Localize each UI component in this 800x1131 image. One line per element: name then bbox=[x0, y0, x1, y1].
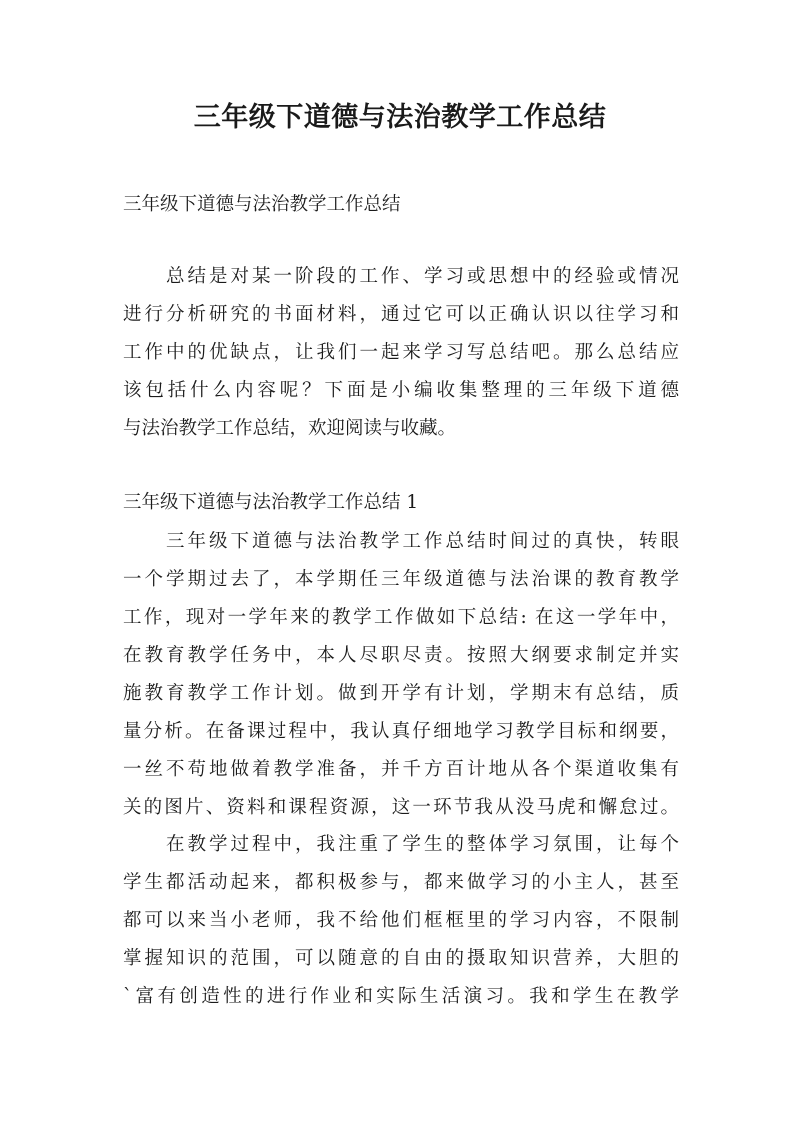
intro-line: 总结是对某一阶段的工作、学习或思想中的经验或情况 bbox=[166, 266, 679, 287]
paragraph-line: 都可以来当小老师，我不给他们框框里的学习内容，不限制 bbox=[123, 910, 679, 931]
section-heading: 三年级下道德与法治教学工作总结 1 bbox=[123, 492, 419, 513]
intro-line: 与法治教学工作总结，欢迎阅读与收藏。 bbox=[123, 418, 457, 439]
intro-line: 进行分析研究的书面材料，通过它可以正确认识以往学习和 bbox=[123, 304, 679, 325]
paragraph-line: 掌握知识的范围，可以随意的自由的摄取知识营养，大胆的 bbox=[123, 948, 679, 969]
intro-line: 该包括什么内容呢？下面是小编收集整理的三年级下道德 bbox=[123, 380, 679, 401]
paragraph-line: 量分析。在备课过程中，我认真仔细地学习教学目标和纲要， bbox=[123, 721, 679, 742]
paragraph-line: 三年级下道德与法治教学工作总结时间过的真快，转眼 bbox=[166, 531, 679, 552]
paragraph-line: 施教育教学工作计划。做到开学有计划，学期末有总结，质 bbox=[123, 683, 679, 704]
paragraph-line: 在教学过程中，我注重了学生的整体学习氛围，让每个 bbox=[166, 834, 679, 855]
paragraph-line: `富有创造性的进行作业和实际生活演习。我和学生在教学 bbox=[123, 986, 679, 1007]
paragraph-line: 关的图片、资料和课程资源，这一环节我从没马虎和懈怠过。 bbox=[123, 797, 679, 818]
paragraph-line: 一个学期过去了，本学期任三年级道德与法治课的教育教学 bbox=[123, 569, 679, 590]
document-title: 三年级下道德与法治教学工作总结 bbox=[193, 102, 607, 133]
intro-line: 工作中的优缺点，让我们一起来学习写总结吧。那么总结应 bbox=[123, 342, 679, 363]
paragraph-line: 在教育教学任务中，本人尽职尽责。按照大纲要求制定并实 bbox=[123, 645, 679, 666]
paragraph-line: 学生都活动起来，都积极参与，都来做学习的小主人，甚至 bbox=[123, 872, 679, 893]
paragraph-line: 工作，现对一学年来的教学工作做如下总结: 在这一学年中， bbox=[123, 607, 679, 628]
document-subtitle: 三年级下道德与法治教学工作总结 bbox=[123, 194, 401, 215]
paragraph-line: 一丝不苟地做着教学准备，并千方百计地从各个渠道收集有 bbox=[123, 759, 679, 780]
